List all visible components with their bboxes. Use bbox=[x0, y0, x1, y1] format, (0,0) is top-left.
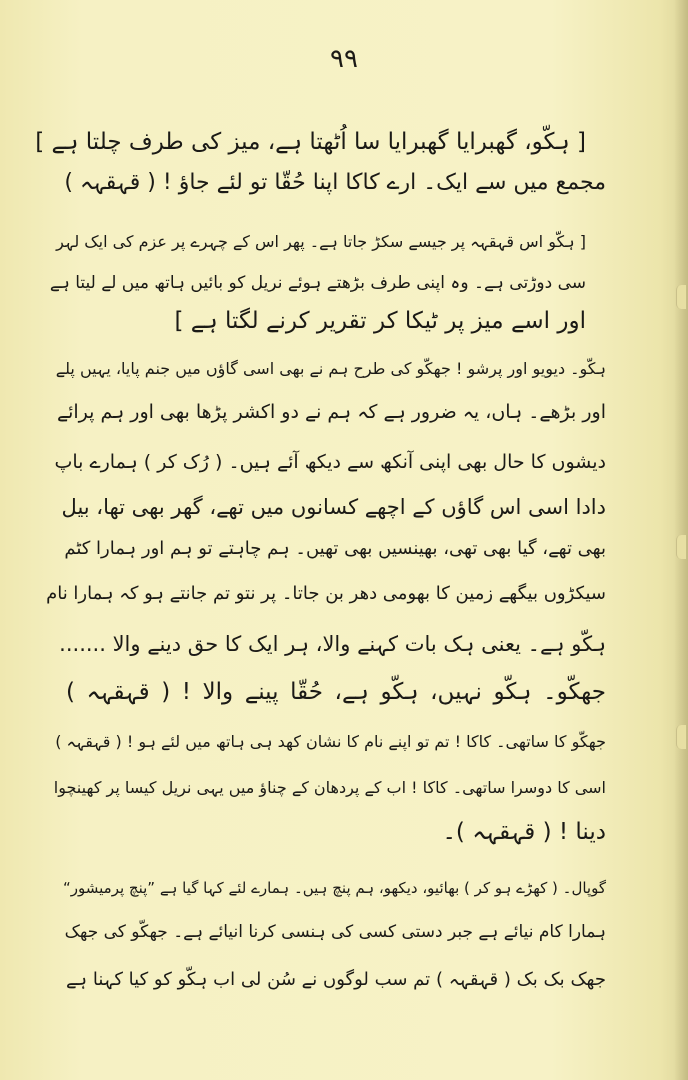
stage-direction-line: سی دوڑتی ہے۔ وہ اپنی طرف بڑھتے ہوئے نریل کو بائیں ہاتھ میں لے لیتا ہے bbox=[49, 273, 586, 293]
binding-hole bbox=[676, 285, 686, 309]
page-number: ۹۹ bbox=[330, 44, 358, 74]
dialogue-line: جھکّو۔ ہکّو نہیں، ہکّو ہے، حُقّا پینے والا ! ( قہقہہ ) bbox=[66, 679, 606, 705]
dialogue-line: بھی تھے، گیا بھی تھی، بھینسیں بھی تھیں۔ ہم چاہتے تو ہم اور ہمارا کٹم bbox=[64, 538, 606, 559]
stage-direction-line: اور اسے میز پر ٹیکا کر تقریر کرنے لگتا ہے ] bbox=[174, 308, 586, 334]
dialogue-line: مجمع میں سے ایک۔ ارے کاکا اپنا حُقّا تو لئے جاؤ ! ( قہقہہ ) bbox=[64, 170, 606, 195]
dialogue-line: دیشوں کا حال بھی اپنی آنکھ سے دیکھ آئے ہیں۔ ( رُک کر ) ہمارے باپ bbox=[54, 451, 606, 473]
binding-hole bbox=[676, 725, 686, 749]
dialogue-line: اور بڑھے۔ ہاں، یہ ضرور ہے کہ ہم نے دو اکشر پڑھا بھی اور ہم پرائے bbox=[56, 401, 606, 423]
dialogue-line: جھک بک بک ( قہقہہ ) تم سب لوگوں نے سُن لی اب ہکّو کو کیا کہنا ہے bbox=[66, 969, 606, 990]
dialogue-line: دینا ! ( قہقہہ )۔ bbox=[442, 819, 606, 845]
dialogue-line: ہکّو ہے۔ یعنی ہک بات کہنے والا، ہر ایک کا حق دینے والا ....... bbox=[59, 632, 606, 656]
dialogue-line: گوپال۔ ( کھڑے ہو کر ) بھائیو، دیکھو، ہم پنچ ہیں۔ ہمارے لئے کہا گیا ہے ”پنچ پرمیشور“ bbox=[62, 879, 606, 897]
stage-direction-line: [ ہکّو، گھبرایا گھبرایا سا اُٹھتا ہے، میز کی طرف چلتا ہے ] bbox=[35, 129, 586, 155]
dialogue-line: سیکڑوں بیگھے زمین کا بھومی دھر بن جاتا۔ پر نتو تم جانتے ہو کہ ہمارا نام bbox=[46, 583, 606, 604]
binding-hole bbox=[676, 535, 686, 559]
dialogue-line: اسی کا دوسرا ساتھی۔ کاکا ! اب کے پردھان کے چناؤ میں یہی نریل کیسا پر کھینچوا bbox=[53, 778, 606, 797]
dialogue-line: جھکّو کا ساتھی۔ کاکا ! تم تو اپنے نام کا نشان کھد ہی ہاتھ میں لئے ہو ! ( قہقہہ ) bbox=[55, 732, 606, 751]
dialogue-line: ہمارا کام نیائے ہے جبر دستی کسی کی ہنسی کرنا انیائے ہے۔ جھکّو کی جھک bbox=[64, 922, 606, 942]
stage-direction-line: [ ہکّو اس قہقہہ پر جیسے سکڑ جاتا ہے۔ پھر اس کے چہرے پر عزم کی ایک لہر bbox=[56, 232, 586, 251]
dialogue-line: دادا اسی اس گاؤں کے اچھے کسانوں میں تھے، گھر بھی تھا، بیل bbox=[61, 495, 606, 519]
dialogue-line: ہکّو۔ دیویو اور پرشو ! جھکّو کی طرح ہم نے بھی اسی گاؤں میں جنم پایا، یہیں پلے bbox=[55, 359, 606, 378]
